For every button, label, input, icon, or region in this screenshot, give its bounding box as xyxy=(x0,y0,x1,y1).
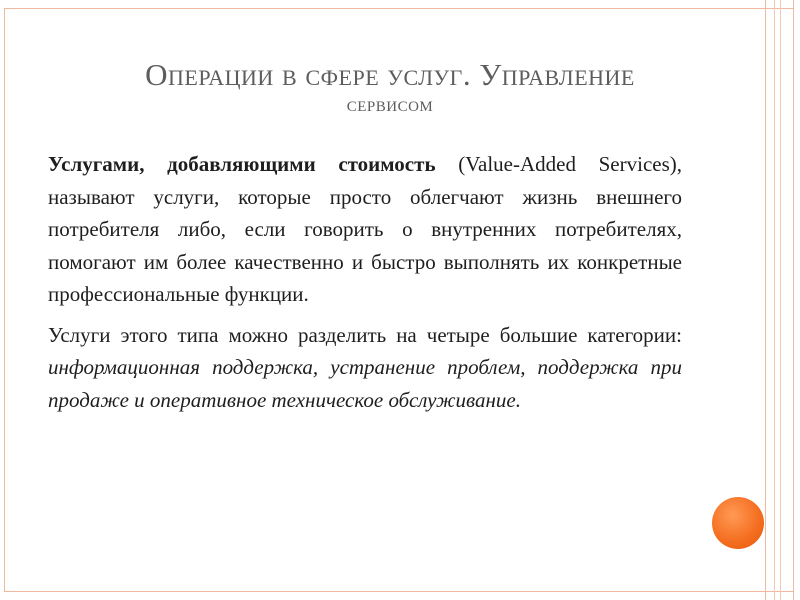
decorative-side-band xyxy=(765,0,794,600)
slide-body xyxy=(48,148,682,424)
italic-categories: информационная поддержка, устранение проблем, поддержка при продаже и оперативное техническое обслуживание. xyxy=(48,355,682,412)
paragraph-text: (Value-Added Services), называют услуги, которые просто облегчают жизнь внешнего потребителя либо, если говорить о внутренних потребителях, помогают им более качественно и быстро выполнять их конкретные профессиональные функции. xyxy=(48,152,683,306)
slide-title xyxy=(40,58,740,116)
slide-title-line-2: сервисом xyxy=(346,91,434,116)
bold-term: Услугами, добавляющими стоимость xyxy=(48,152,436,176)
decorative-line xyxy=(780,0,781,600)
decorative-line xyxy=(774,0,775,600)
paragraph-value-added-services xyxy=(48,148,682,311)
orange-circle-decoration xyxy=(712,497,764,549)
paragraph-categories xyxy=(48,319,682,417)
slide-title-line-1: Операции в сфере услуг. Управление xyxy=(145,57,635,92)
paragraph-text: Услуги этого типа можно разделить на четыре большие категории: xyxy=(48,322,682,347)
